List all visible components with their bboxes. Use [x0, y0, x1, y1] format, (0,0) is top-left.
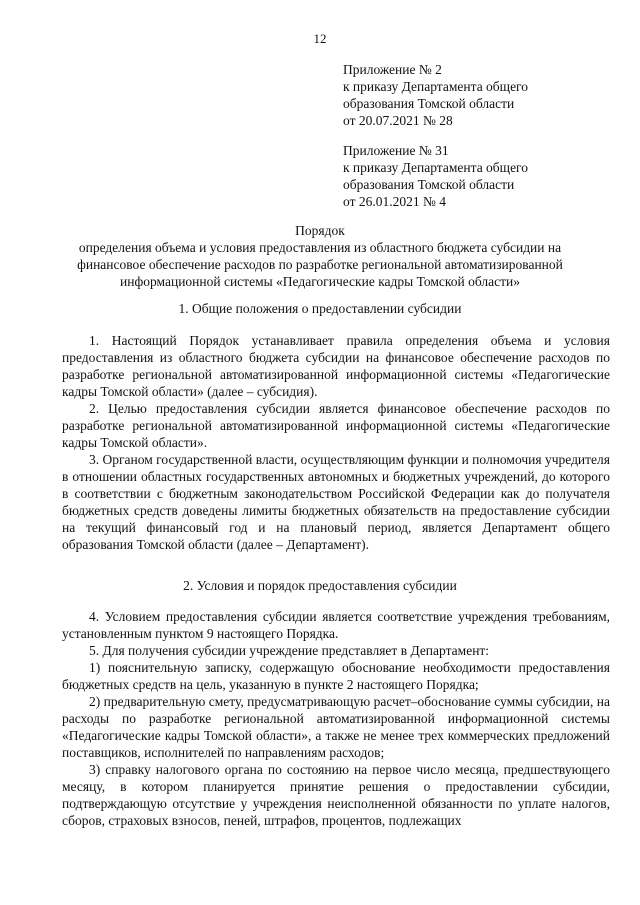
- paragraph: 2) предварительную смету, предусматривающую расчет–обоснование суммы субсидии, на расходы по разработке региональной автоматизированной информационной системы «Педагогические кадры Томской области», а также не менее трех коммерческих предложений поставщиков, исполнителей по направлениям расходов;: [62, 694, 610, 760]
- paragraph: 4. Условием предоставления субсидии является соответствие учреждения требованиям, установленным пунктом 9 настоящего Порядка.: [62, 609, 610, 641]
- appendix-block-2: [343, 142, 528, 210]
- appendix-line: Приложение № 31: [343, 143, 449, 158]
- appendix-block-1: [343, 61, 528, 129]
- appendix-line: образования Томской области: [343, 177, 515, 192]
- section-2-body: [62, 608, 610, 829]
- appendix-line: Приложение № 2: [343, 62, 442, 77]
- title-line: определения объема и условия предоставления из областного бюджета субсидии на: [78, 240, 562, 255]
- title-line: информационной системы «Педагогические кадры Томской области»: [120, 274, 520, 289]
- appendix-line: к приказу Департамента общего: [343, 79, 529, 94]
- document-title: [0, 222, 640, 290]
- section-1-body: [62, 332, 610, 553]
- paragraph: 3) справку налогового органа по состоянию на первое число месяца, предшествующего месяцу, в котором планируется принятие решения о предоставлении субсидии, подтверждающую отсутствие у учреждения неисполненной обязанности по уплате налогов, сборов, страховых взносов, пеней, штрафов, процентов, подлежащих: [62, 762, 610, 828]
- appendix-line: образования Томской области: [343, 96, 515, 111]
- section-2-heading: 2. Условия и порядок предоставления субсидии: [183, 578, 457, 593]
- title-line: финансовое обеспечение расходов по разработке региональной автоматизированной: [77, 257, 563, 272]
- appendix-line: к приказу Департамента общего: [343, 160, 529, 175]
- appendix-line: от 26.01.2021 № 4: [343, 194, 446, 209]
- section-1-heading: 1. Общие положения о предоставлении субсидии: [178, 301, 462, 316]
- appendix-line: от 20.07.2021 № 28: [343, 113, 453, 128]
- paragraph: 5. Для получения субсидии учреждение представляет в Департамент:: [89, 643, 490, 658]
- paragraph: 3. Органом государственной власти, осуществляющим функции и полномочия учредителя в отношении областных государственных автономных и бюджетных учреждений, до которого в соответствии с бюджетным законодательством Российской Федерации как до получателя бюджетных средств доведены лимиты бюджетных обязательств на предоставление субсидии на текущий финансовый год и на плановый период, является Департамент общего образования Томской области (далее – Департамент).: [62, 452, 610, 552]
- paragraph: 2. Целью предоставления субсидии является финансовое обеспечение расходов по разработке региональной автоматизированной информационной системы «Педагогические кадры Томской области».: [62, 401, 610, 450]
- paragraph: 1) пояснительную записку, содержащую обоснование необходимости предоставления бюджетных средств на цель, указанную в пункте 2 настоящего Порядка;: [62, 660, 610, 692]
- paragraph: 1. Настоящий Порядок устанавливает правила определения объема и условия предоставления из областного бюджета субсидии на финансовое обеспечение расходов по разработке региональной автоматизированной информационной системы «Педагогические кадры Томской области» (далее – субсидия).: [62, 333, 610, 399]
- page-number: 12: [313, 31, 327, 46]
- title-line: Порядок: [295, 223, 345, 238]
